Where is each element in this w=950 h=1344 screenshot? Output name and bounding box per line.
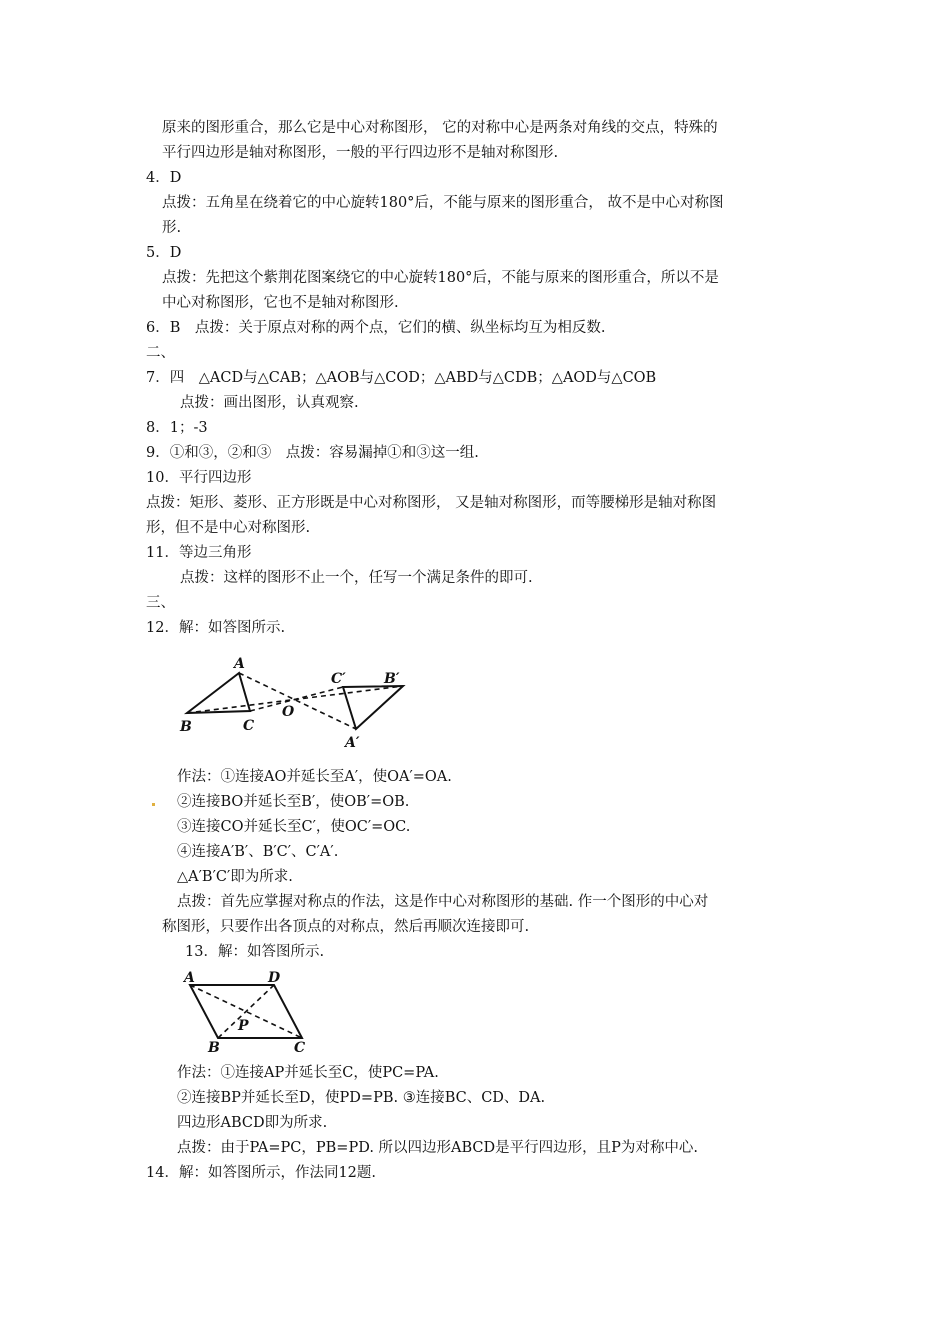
text-line: 5．D bbox=[146, 245, 182, 261]
text-line: 点拨：五角星在绕着它的中心旋转180°后，不能与原来的图形重合， 故不是中心对称图 bbox=[162, 195, 724, 211]
label-o: O bbox=[282, 704, 295, 720]
text-line: ④连接A′B′、B′C′、C′A′. bbox=[177, 844, 339, 860]
text-line: 11．等边三角形 bbox=[146, 545, 252, 561]
section-heading: 三、 bbox=[146, 595, 175, 611]
text-line: 4．D bbox=[146, 170, 182, 186]
label-a-prime: A′ bbox=[345, 735, 360, 751]
text-line: 8．1；-3 bbox=[146, 420, 208, 436]
text-line: 作法：①连接AO并延长至A′，使OA′=OA. bbox=[177, 769, 452, 785]
figure-parallelogram bbox=[178, 968, 318, 1056]
text-line: 点拨：画出图形，认真观察. bbox=[180, 395, 359, 411]
text-line: 14．解：如答图所示，作法同12题. bbox=[146, 1165, 377, 1181]
text-line: ②连接BO并延长至B′，使OB′=OB. bbox=[177, 794, 410, 810]
label-d: D bbox=[268, 970, 281, 986]
label-b-prime: B′ bbox=[384, 671, 400, 687]
label-c: C bbox=[243, 718, 255, 734]
text-line: 点拨：由于PA=PC，PB=PD. 所以四边形ABCD是平行四边形，且P为对称中心. bbox=[177, 1140, 699, 1156]
text-line: 点拨：首先应掌握对称点的作法，这是作中心对称图形的基础. 作一个图形的中心对 bbox=[177, 894, 709, 910]
text-line: 称图形，只要作出各顶点的对称点，然后再顺次连接即可. bbox=[162, 919, 530, 935]
text-line: ②连接BP并延长至D，使PD=PB. ③连接BC、CD、DA. bbox=[177, 1090, 546, 1106]
text-line: ③连接CO并延长至C′，使OC′=OC. bbox=[177, 819, 411, 835]
segment-cc2 bbox=[250, 687, 343, 711]
stray-mark bbox=[152, 803, 155, 806]
text-line: 13．解：如答图所示. bbox=[185, 944, 325, 960]
triangle-abc bbox=[187, 673, 250, 713]
label-c: C bbox=[294, 1040, 306, 1056]
text-line: 四边形ABCD即为所求. bbox=[177, 1115, 328, 1131]
figure-central-symmetry-triangle bbox=[175, 652, 420, 752]
text-line: 形. bbox=[162, 220, 182, 236]
text-line: 6．B 点拨：关于原点对称的两个点，它们的横、纵坐标均互为相反数. bbox=[146, 320, 606, 336]
text-line: 作法：①连接AP并延长至C，使PC=PA. bbox=[177, 1065, 439, 1081]
text-line: △A′B′C′即为所求. bbox=[177, 869, 293, 885]
text-line: 形，但不是中心对称图形. bbox=[146, 520, 311, 536]
section-heading: 二、 bbox=[146, 345, 175, 361]
label-p: P bbox=[238, 1018, 249, 1034]
label-b: B bbox=[208, 1040, 220, 1056]
label-c-prime: C′ bbox=[331, 671, 346, 687]
label-b: B bbox=[180, 719, 192, 735]
text-line: 点拨：这样的图形不止一个，任写一个满足条件的即可. bbox=[180, 570, 533, 586]
text-line: 9．①和③，②和③ 点拨：容易漏掉①和③这一组. bbox=[146, 445, 479, 461]
text-line: 12．解：如答图所示. bbox=[146, 620, 286, 636]
label-a: A bbox=[184, 970, 195, 986]
text-line: 点拨：矩形、菱形、正方形既是中心对称图形， 又是轴对称图形，而等腰梯形是轴对称图 bbox=[146, 495, 717, 511]
text-line: 平行四边形是轴对称图形，一般的平行四边形不是轴对称图形. bbox=[162, 145, 559, 161]
text-line: 7．四 △ACD与△CAB；△AOB与△COD；△ABD与△CDB；△AOD与△COB bbox=[146, 370, 657, 386]
text-line: 10．平行四边形 bbox=[146, 470, 252, 486]
text-line: 中心对称图形，它也不是轴对称图形. bbox=[162, 295, 399, 311]
label-a: A bbox=[234, 656, 245, 672]
text-line: 原来的图形重合，那么它是中心对称图形， 它的对称中心是两条对角线的交点，特殊的 bbox=[162, 120, 718, 136]
text-line: 点拨：先把这个紫荆花图案绕它的中心旋转180°后，不能与原来的图形重合，所以不是 bbox=[162, 270, 719, 286]
